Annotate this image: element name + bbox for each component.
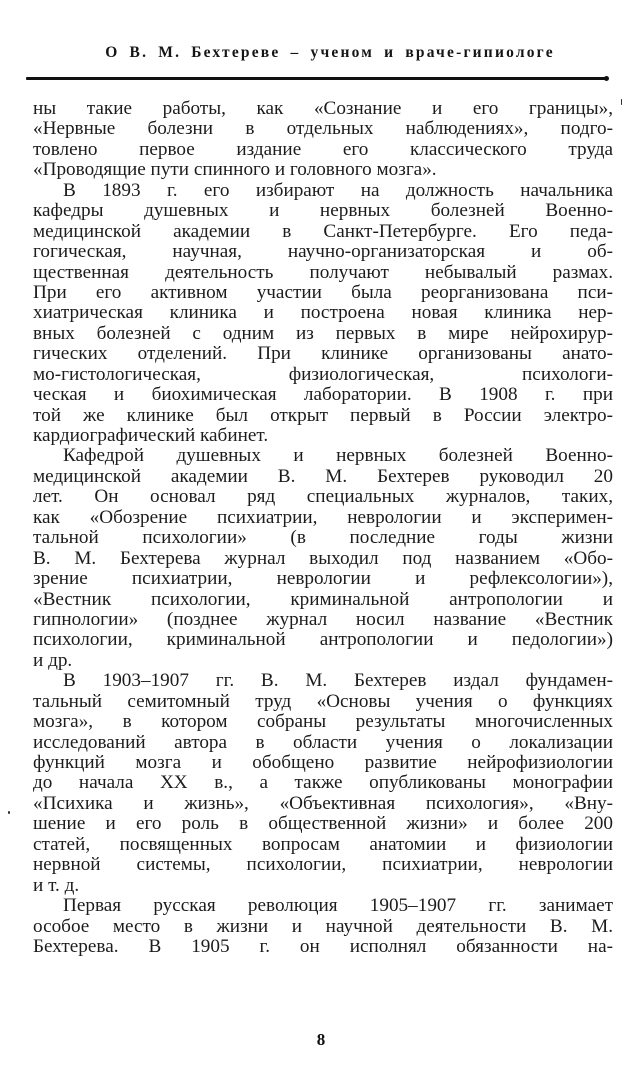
text-line: особое место в жизни и научной деятельности В. М. [33,915,613,937]
text-line: В 1903–1907 гг. В. М. Бехтерев издал фундамен- [63,670,613,692]
text-line: как «Обозрение психиатрии, неврологии и эксперимен- [33,506,613,528]
text-line: гогическая, научная, научно-организаторская и об- [33,241,613,263]
text-line: мо-гистологическая, физиологическая, психологи- [33,363,613,385]
text-line: той же клинике был открыт первый в России электро- [33,404,613,426]
text-line: «Нервные болезни в отдельных наблюдениях», подго- [33,118,613,140]
text-line: ческая и биохимическая лаборатории. В 1908 г. при [33,384,613,406]
text-line: товлено первое издание его классического труда [33,138,613,160]
running-head: О В. М. Бехтереве – ученом и враче-гипиологе [105,44,555,61]
text-line: зрение психиатрии, неврологии и рефлексологии»), [33,568,613,590]
text-line: лет. Он основал ряд специальных журналов, таких, [33,486,613,508]
text-line: «Проводящие пути спинного и головного мозга». [33,159,437,181]
text-line: до начала XX в., а также опубликованы монографии [33,772,613,794]
text-line: и т. д. [33,874,80,896]
text-line: гических отделений. При клинике организованы анато- [33,343,613,365]
text-line: и др. [33,649,73,671]
text-line: Кафедрой душевных и нервных болезней Военно- [63,445,613,467]
text-line: статей, посвященных вопросам анатомии и физиологии [33,833,613,855]
scan-speck [8,811,10,814]
text-line: медицинской академии в Санкт-Петербурге. Его педа- [33,220,613,242]
text-line: функций мозга и обобщено развитие нейрофизиологии [33,752,613,773]
text-line: «Вестник психологии, криминальной антропологии и [33,588,613,610]
scan-speck [621,99,622,105]
paragraph [33,181,613,447]
text-line: вных болезней с одним из первых в мире нейрохирур- [33,322,613,344]
text-line: При его активном участии была реорганизована пси- [33,281,613,303]
paragraph [33,99,613,181]
text-line: гипнологии» (позднее журнал носил название «Вестник [33,608,613,630]
paragraph [33,896,613,957]
text-line: психологии, криминальной антропологии и педологии») [33,629,613,651]
page-number: 8 [316,1030,326,1049]
paragraph [33,446,613,671]
text-line: щественная деятельность получают небывалый размах. [33,261,613,283]
text-line: исследований автора в области учения о локализации [33,731,613,753]
text-line: Первая русская революция 1905–1907 гг. занимает [63,895,613,917]
text-line: Бехтерева. В 1905 г. он исполнял обязанности на- [33,935,613,957]
text-line: кардиографический кабинет. [33,425,269,446]
body-text [33,99,613,957]
text-line: тальный семитомный труд «Основы учения о функциях [33,690,613,712]
text-line: ны такие работы, как «Сознание и его границы», [33,98,613,119]
text-line: мозга», в котором собраны результаты многочисленных [33,711,613,733]
header-rule [26,77,606,80]
text-line: тальной психологии» (в последние годы жизни [33,527,613,549]
text-line: медицинской академии В. М. Бехтерев руководил 20 [33,465,613,487]
text-line: шение и его роль в общественной жизни» и более 200 [33,813,613,835]
text-line: «Психика и жизнь», «Объективная психология», «Вну- [33,792,613,814]
text-line: нервной системы, психологии, психиатрии, неврологии [33,854,613,876]
text-line: В 1893 г. его избирают на должность начальника [63,179,613,201]
paragraph [33,671,613,896]
text-line: хиатрическая клиника и построена новая клиника нер- [33,302,613,324]
text-line: кафедры душевных и нервных болезней Военно- [33,200,613,222]
text-line: В. М. Бехтерева журнал выходил под названием «Обо- [33,547,613,569]
